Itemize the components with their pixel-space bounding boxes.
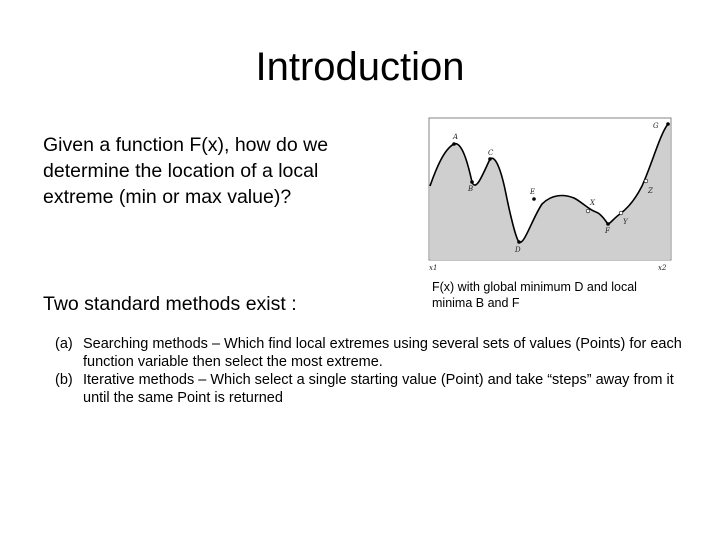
point-X — [586, 209, 590, 213]
list-item — [55, 335, 695, 371]
label-D: D — [515, 246, 521, 254]
label-X: X — [590, 199, 595, 207]
axis-label-right: x2 — [658, 264, 667, 272]
methods-intro-text: Two standard methods exist : — [43, 293, 297, 315]
list-item-text: Searching methods – Which find local extremes using several sets of values (Points) for each function variable then select the most extreme. — [83, 336, 682, 370]
label-Z: Z — [648, 187, 653, 195]
point-E — [532, 197, 536, 201]
curve-fill — [430, 124, 670, 260]
intro-question: Given a function F(x), how do we determine the location of a local extreme (min or max value)? — [43, 134, 329, 208]
point-A — [452, 142, 456, 146]
point-G — [666, 122, 670, 126]
point-D — [517, 240, 521, 244]
list-item — [55, 371, 695, 407]
figure-caption: F(x) with global minimum D and local minima B and F — [432, 280, 637, 310]
label-Y: Y — [623, 218, 628, 226]
point-C — [488, 157, 492, 161]
point-B — [470, 180, 474, 184]
label-F: F — [605, 227, 610, 235]
function-plot-figure — [424, 114, 674, 274]
label-G: G — [653, 122, 659, 130]
methods-list — [55, 335, 695, 407]
label-A: A — [453, 133, 459, 141]
axis-label-left: x1 — [429, 264, 438, 272]
label-E: E — [530, 188, 536, 196]
label-C: C — [488, 149, 494, 157]
function-plot — [424, 114, 674, 274]
point-F — [606, 222, 610, 226]
label-B: B — [468, 185, 474, 193]
point-Z — [644, 179, 648, 183]
list-marker: (b) — [55, 372, 73, 388]
slide-title: Introduction — [255, 45, 465, 89]
list-item-text: Iterative methods – Which select a single starting value (Point) and take “steps” away from it until the same Point is returned — [83, 372, 674, 406]
list-marker: (a) — [55, 336, 73, 352]
point-Y — [619, 211, 623, 215]
